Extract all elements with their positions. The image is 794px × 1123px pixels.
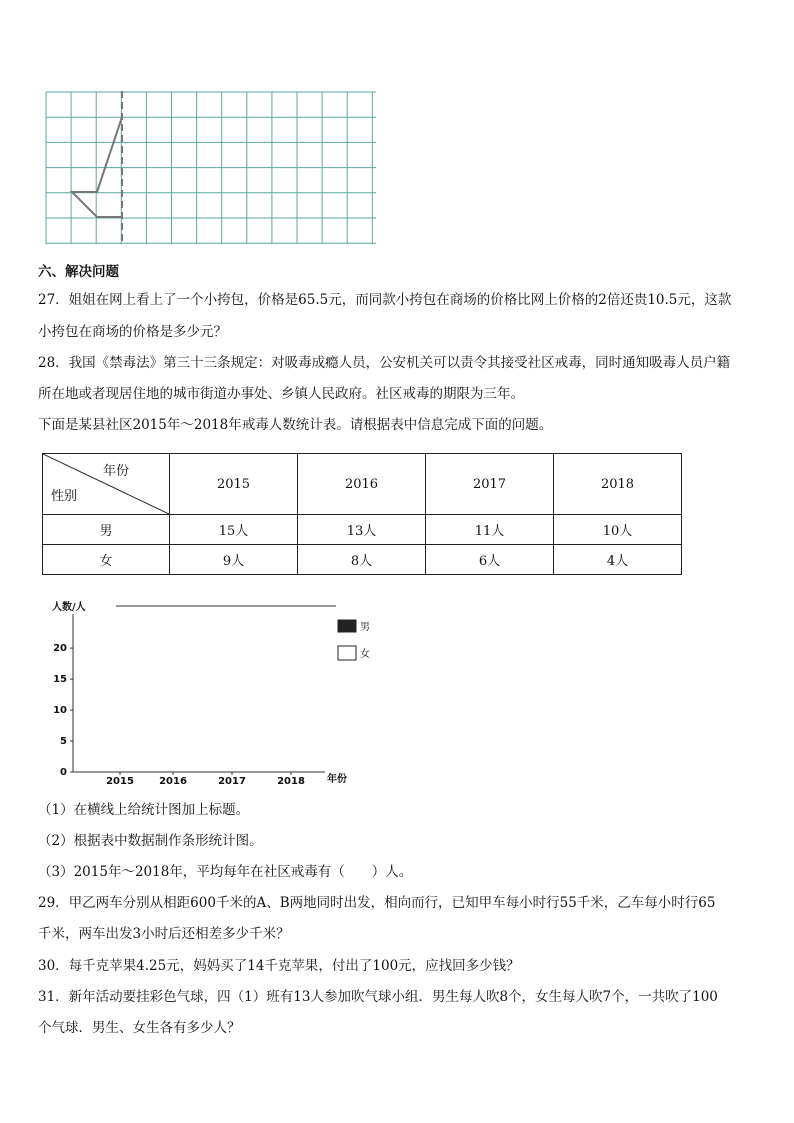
y-tick-label: 20 xyxy=(53,643,67,655)
y-tick-label: 5 xyxy=(60,736,67,748)
table-header-row xyxy=(43,454,682,515)
corner-gender-label: 性别 xyxy=(51,489,78,504)
q28-sub1: （1）在横线上给统计图加上标题。 xyxy=(38,802,250,818)
table-cell: 8人 xyxy=(298,545,426,575)
q27-line1: 27．姐姐在网上看上了一个小挎包，价格是65.5元，而同款小挎包在商场的价格比网上价格的2倍还贵10.5元，这款 xyxy=(38,292,732,308)
x-axis-label: 年份 xyxy=(327,774,347,785)
stats-table xyxy=(42,453,682,575)
year-header: 2016 xyxy=(298,454,426,515)
table-cell: 13人 xyxy=(298,515,426,545)
table-cell: 11人 xyxy=(426,515,554,545)
legend-label-male: 男 xyxy=(360,622,370,633)
corner-year-label: 年份 xyxy=(102,464,129,479)
q31-line1: 31．新年活动要挂彩色气球，四（1）班有13人参加吹气球小组．男生每人吹8个，女生每人吹7个，一共吹了100 xyxy=(38,989,718,1005)
q29-line1: 29．甲乙两车分别从相距600千米的A、B两地同时出发，相向而行，已知甲车每小时行55千米，乙车每小时行65 xyxy=(38,895,716,911)
q27-line2: 小挎包在商场的价格是多少元？ xyxy=(38,324,227,340)
q28-sub3: （3）2015年～2018年，平均每年在社区戒毒有（ ）人。 xyxy=(38,864,413,880)
table-cell: 9人 xyxy=(170,545,298,575)
x-tick-label: 2016 xyxy=(159,776,187,787)
table-cell: 15人 xyxy=(170,515,298,545)
q28-sub2: （2）根据表中数据制作条形统计图。 xyxy=(38,833,263,849)
year-header: 2018 xyxy=(554,454,682,515)
q28-line2: 所在地或者现居住地的城市街道办事处、乡镇人民政府。社区戒毒的期限为三年。 xyxy=(38,386,524,402)
y-ticks xyxy=(53,643,73,778)
x-tick-label: 2018 xyxy=(277,776,305,787)
bar-chart xyxy=(40,596,380,788)
y-tick-label: 10 xyxy=(53,705,67,717)
q29-line2: 千米，两车出发3小时后还相差多少千米？ xyxy=(38,926,290,942)
q31-line2: 个气球．男生、女生各有多少人？ xyxy=(38,1020,241,1036)
table-row-male xyxy=(43,515,682,545)
x-ticks xyxy=(106,772,305,787)
table-row-female xyxy=(43,545,682,575)
table-cell: 10人 xyxy=(554,515,682,545)
x-tick-label: 2017 xyxy=(218,776,246,787)
year-header: 2015 xyxy=(170,454,298,515)
table-cell: 6人 xyxy=(426,545,554,575)
row-label: 女 xyxy=(43,545,170,575)
row-label: 男 xyxy=(43,515,170,545)
legend-swatch-male xyxy=(338,620,356,632)
table-cell: 4人 xyxy=(554,545,682,575)
q28-line1: 28．我国《禁毒法》第三十三条规定：对吸毒成瘾人员，公安机关可以责令其接受社区戒毒，同时通知吸毒人员户籍 xyxy=(38,355,731,371)
legend-swatch-female xyxy=(338,646,356,660)
legend-label-female: 女 xyxy=(360,649,370,660)
q30-line1: 30．每千克苹果4.25元，妈妈买了14千克苹果，付出了100元，应找回多少钱？ xyxy=(38,958,520,974)
year-header: 2017 xyxy=(426,454,554,515)
grid-figure xyxy=(45,91,377,245)
y-axis-label: 人数/人 xyxy=(52,602,86,613)
section-title: 六、解决问题 xyxy=(38,264,119,280)
half-shape xyxy=(72,117,122,217)
x-tick-label: 2015 xyxy=(106,776,134,787)
grid-lines xyxy=(46,92,376,244)
y-tick-label: 15 xyxy=(53,674,67,686)
table-corner-cell xyxy=(43,454,170,515)
y-tick-label: 0 xyxy=(60,767,67,778)
q28-line3: 下面是某县社区2015年～2018年戒毒人数统计表。请根据表中信息完成下面的问题。 xyxy=(38,417,553,433)
